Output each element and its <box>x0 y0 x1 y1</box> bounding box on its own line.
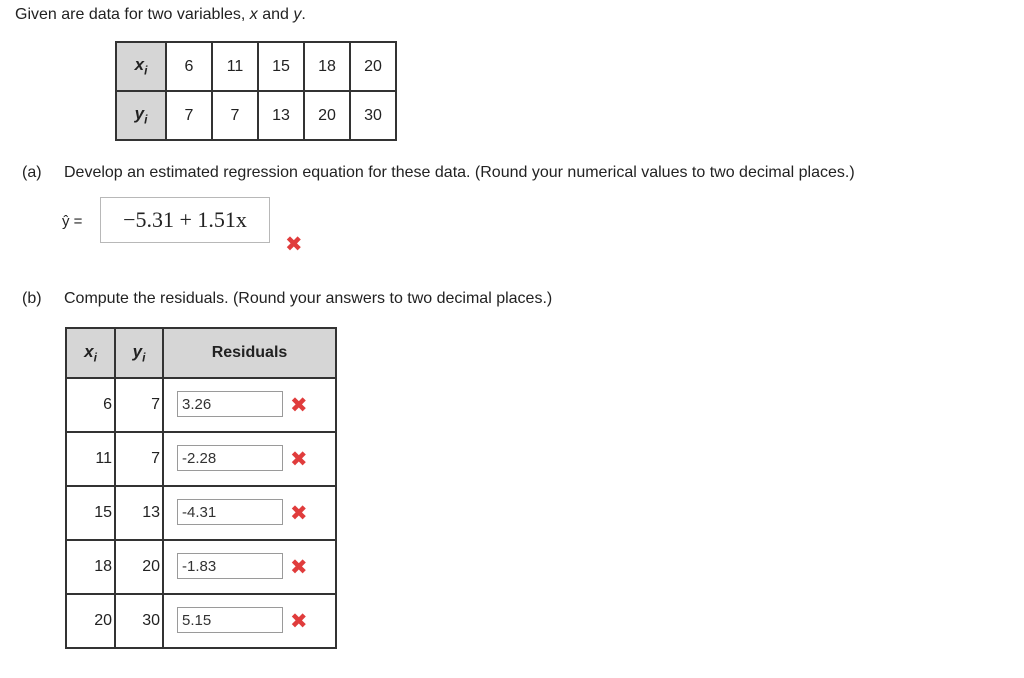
row-residual-cell <box>163 540 336 594</box>
residual-input[interactable] <box>177 391 283 417</box>
residuals-header-residuals: Residuals <box>163 328 336 378</box>
row-x: 6 <box>66 378 115 432</box>
row-y: 7 <box>115 432 163 486</box>
row-residual-cell <box>163 594 336 648</box>
row-y: 30 <box>115 594 163 648</box>
data-x-value: 18 <box>304 42 350 91</box>
problem-intro <box>15 6 306 24</box>
residuals-header-y: $y_i$ <box>115 328 163 378</box>
data-x-value: 20 <box>350 42 396 91</box>
part-a-tag: (a) <box>22 164 42 181</box>
row-residual-cell <box>163 486 336 540</box>
data-y-value: 13 <box>258 91 304 140</box>
regression-answer-box[interactable]: −5.31 + 1.51x <box>100 197 270 243</box>
x-mark-icon: ✖ <box>290 555 308 579</box>
x-mark-icon: ✖ <box>290 501 308 525</box>
data-y-value: 7 <box>166 91 212 140</box>
intro-text: Given are data for two variables, <box>15 6 250 23</box>
row-y: 7 <box>115 378 163 432</box>
x-mark-icon: ✖ <box>290 393 308 417</box>
row-y: 20 <box>115 540 163 594</box>
x-mark-icon: ✖ <box>285 232 303 256</box>
row-x: 20 <box>66 594 115 648</box>
residual-input[interactable] <box>177 553 283 579</box>
row-x: 11 <box>66 432 115 486</box>
residuals-header-x: $x_i$ <box>66 328 115 378</box>
data-x-value: 15 <box>258 42 304 91</box>
residual-input[interactable] <box>177 607 283 633</box>
data-y-value: 7 <box>212 91 258 140</box>
table-row <box>66 594 336 648</box>
data-x-value: 6 <box>166 42 212 91</box>
table-row <box>66 540 336 594</box>
part-b-tag: (b) <box>22 290 42 307</box>
x-mark-icon: ✖ <box>290 447 308 471</box>
row-residual-cell <box>163 432 336 486</box>
residuals-table <box>65 327 337 649</box>
x-mark-icon: ✖ <box>290 609 308 633</box>
data-header-y: $y_i$ <box>116 91 166 140</box>
intro-period: . <box>301 6 306 23</box>
row-x: 18 <box>66 540 115 594</box>
row-y: 13 <box>115 486 163 540</box>
residuals-header-row <box>66 328 336 378</box>
data-x-value: 11 <box>212 42 258 91</box>
residual-input[interactable] <box>177 499 283 525</box>
part-a-prompt <box>22 164 855 182</box>
part-a-text: Develop an estimated regression equation for these data. (Round your numerical values to two decimal places.) <box>64 164 855 181</box>
data-y-value: 20 <box>304 91 350 140</box>
table-row <box>66 378 336 432</box>
row-residual-cell <box>163 378 336 432</box>
row-x: 15 <box>66 486 115 540</box>
table-row <box>66 486 336 540</box>
data-row-y <box>116 91 396 140</box>
intro-var-x: x <box>249 6 258 23</box>
residual-input[interactable] <box>177 445 283 471</box>
intro-and: and <box>257 6 294 23</box>
data-header-x: $x_i$ <box>116 42 166 91</box>
table-row <box>66 432 336 486</box>
data-row-x <box>116 42 396 91</box>
intro-var-y: y <box>293 6 302 23</box>
data-y-value: 30 <box>350 91 396 140</box>
data-table <box>115 41 397 141</box>
part-b-text: Compute the residuals. (Round your answers to two decimal places.) <box>64 290 553 307</box>
part-b-prompt <box>22 290 552 308</box>
yhat-label: ŷ = <box>62 213 83 230</box>
